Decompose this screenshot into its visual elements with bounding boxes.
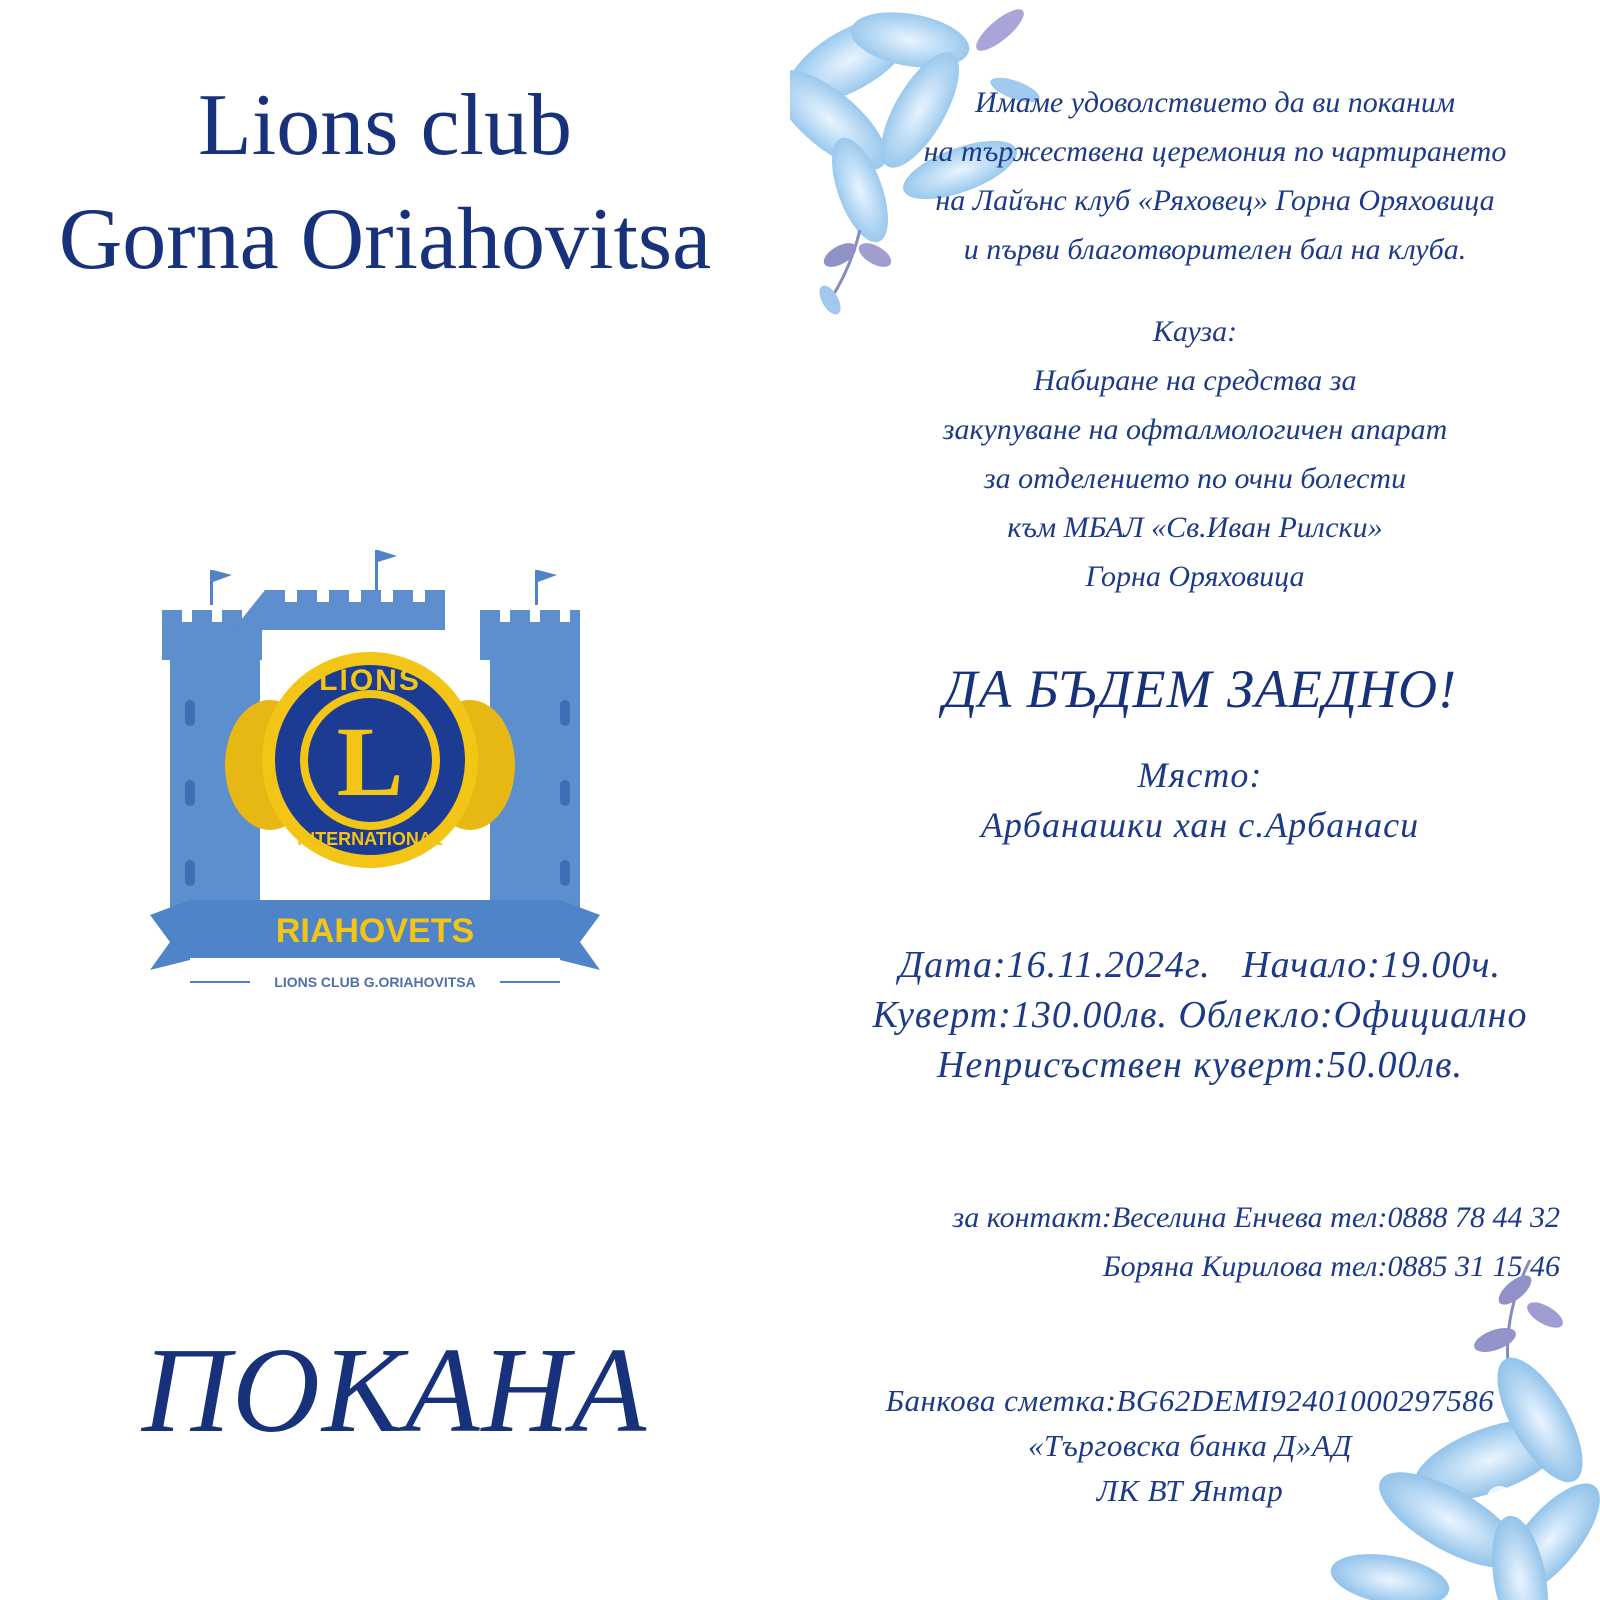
logo-top-text: LIONS [319, 664, 421, 697]
absent-cover-line: Неприсъствен куверт:50.00лв. [936, 1044, 1464, 1086]
event-details [820, 940, 1580, 1090]
invitation-heading: ПОКАНА [141, 1323, 649, 1458]
contact-line: за контакт:Веселина Енчева тел:0888 78 44 32 [952, 1201, 1560, 1234]
venue-value: Арбанашки хан с.Арбанаси [980, 805, 1420, 845]
venue-block [815, 750, 1585, 850]
lions-club-logo [150, 550, 600, 1020]
cause-line: към МБАЛ «Св.Иван Рилски» [1007, 511, 1383, 544]
club-name-line-1: Lions club [198, 77, 572, 174]
bank-account-block [800, 1378, 1580, 1513]
cause-line: Набиране на средства за [1033, 364, 1357, 397]
bank-account-line: Банкова сметка:BG62DEMI92401000297586 [885, 1383, 1495, 1418]
logo-bottom-text: INTERNATIONAL [297, 829, 443, 849]
cause-paragraph [815, 307, 1575, 601]
logo-banner-text: RIAHOVETS [275, 912, 475, 950]
contact-line: Боряна Кирилова тел:0885 31 15 46 [1102, 1250, 1560, 1283]
contact-block [800, 1193, 1560, 1291]
bank-branch-line: ЛК ВТ Янтар [1096, 1473, 1284, 1508]
logo-letter: L [336, 706, 404, 817]
cause-line: за отделението по очни болести [983, 462, 1407, 495]
club-name-line-2: Gorna Oriahovitsa [58, 191, 712, 288]
intro-paragraph [835, 78, 1595, 274]
date-time-line: Дата:16.11.2024г. Начало:19.00ч. [898, 944, 1502, 986]
bank-name-line: «Търговска банка Д»АД [1028, 1428, 1352, 1463]
venue-label: Място: [1137, 755, 1263, 795]
intro-line: Имаме удоволствието да ви поканим [974, 86, 1456, 119]
slogan: ДА БЪДЕМ ЗАЕДНО! [942, 659, 1458, 719]
intro-line: на тържествена церемония по чартирането [923, 135, 1507, 168]
intro-line: и първи благотворителен бал на клуба. [963, 233, 1467, 266]
cover-dress-line: Куверт:130.00лв. Облекло:Официално [872, 994, 1528, 1036]
cause-line: закупуване на офталмологичен апарат [942, 413, 1448, 446]
logo-footer-text: LIONS CLUB G.ORIAHOVITSA [274, 974, 476, 990]
intro-line: на Лайънс клуб «Ряховец» Горна Оряховица [935, 184, 1495, 217]
cause-line: Горна Оряховица [1085, 560, 1305, 593]
cause-label: Кауза: [1152, 315, 1238, 348]
